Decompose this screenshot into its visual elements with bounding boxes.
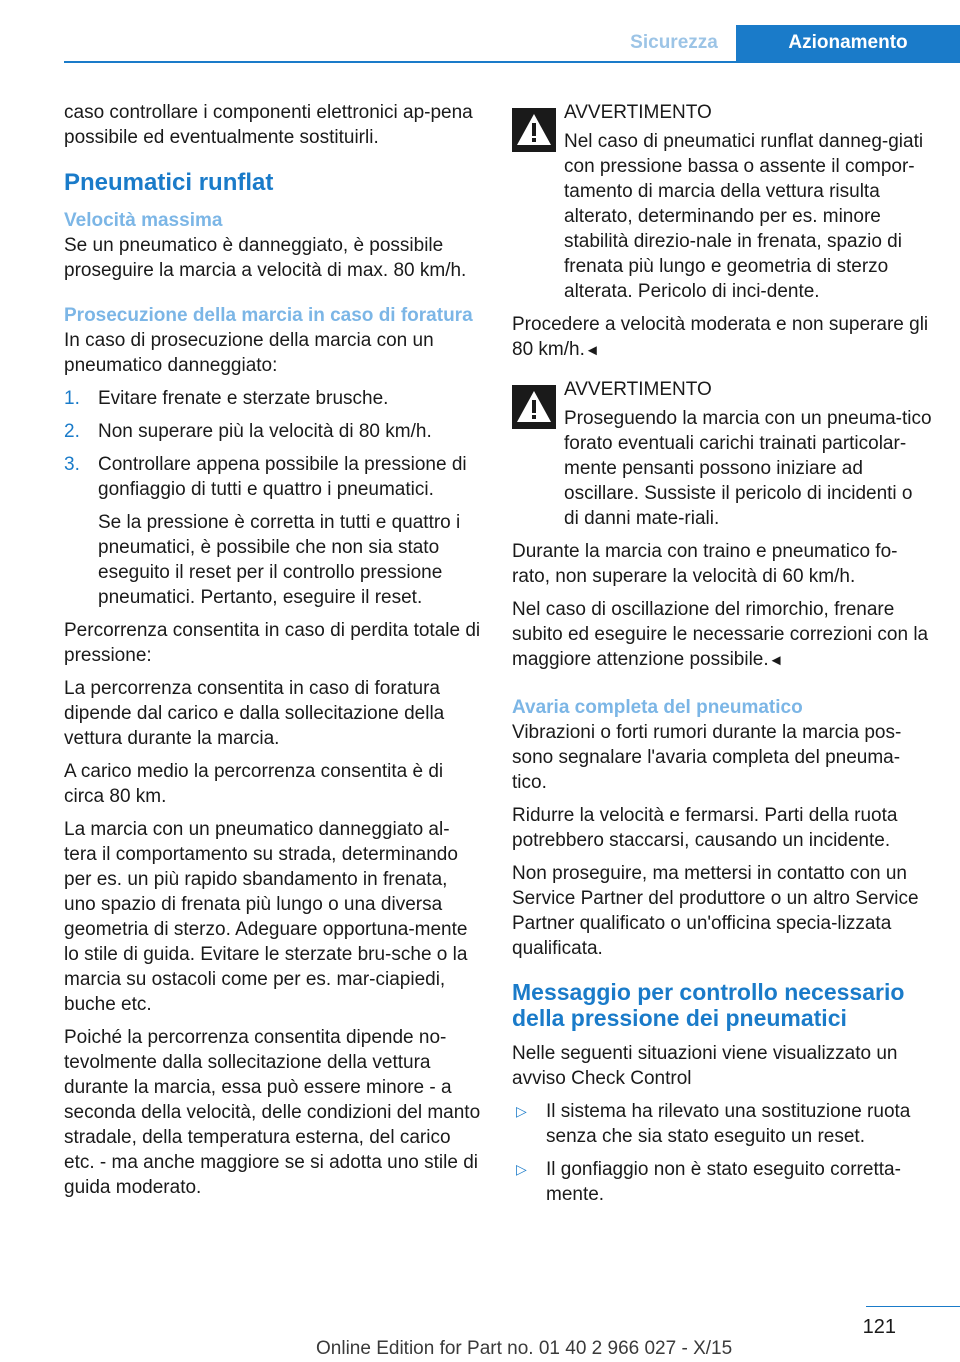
paragraph-total-loss: Percorrenza consentita in caso di perdita totale di pressione: [64, 620, 481, 666]
step-item [64, 419, 482, 444]
step-text: Controllare appena possibile la pressione di gonfiaggio di tutti e quattro i pneumatici. [98, 454, 467, 500]
warning-action-trailer-speed: Durante la marcia con traino e pneumatico fo‐rato, non superare la velocità di 60 km/h. [512, 541, 898, 587]
tab-sicurezza[interactable]: Sicurezza [630, 32, 718, 53]
step-text: Non superare più la velocità di 80 km/h. [98, 421, 432, 442]
speed-paragraph: Se un pneumatico è danneggiato, è possibile proseguire la marcia a velocità di max. 80 km/h. [64, 235, 467, 281]
step-3-note: Se la pressione è corretta in tutti e quattro i pneumatici, è possibile che non sia stato eseguito il reset per il controllo pressione pneumatici. Pertanto, eseguire il reset. [98, 512, 461, 608]
warning-title: AVVERTIMENTO [564, 379, 712, 400]
edition-footer: Online Edition for Part no. 01 40 2 966 027 - X/15 [316, 1338, 733, 1359]
bullet-item [512, 1099, 932, 1149]
left-column [64, 100, 482, 1208]
warning-text-content: Nel caso di pneumatici runflat danneg‐giati con pressione bassa o assente il compor‐tamento di marcia della vettura risulta alterato, determinando per es. minore stabilità direzio‐nale in frenata, spazio di frenata più lungo e geometria di sterzo alterata. Pericolo di inci‐dente. [564, 131, 924, 302]
step-item [64, 386, 482, 411]
failure-paragraph-2: Ridurre la velocità e fermarsi. Parti della ruota potrebbero staccarsi, causando un incidente. [512, 805, 898, 851]
warning-triangle-icon [512, 108, 556, 152]
warning-triangle-icon [512, 385, 556, 429]
paragraph-handling: La marcia con un pneumatico danneggiato al‐tera il comportamento su strada, determinando per es. un più rapido sbandamento in frenata, uno spazio di frenata più lungo o una diversa geometria di sterzo. Adeguare opportuna‐mente lo stile di guida. Evitare le sterzate bru‐sche o la marcia su ostacoli come per es. mar‐ciapiedi, buche etc. [64, 819, 468, 1015]
warning-box-trailer [512, 377, 932, 531]
right-column [512, 100, 932, 1215]
footer-rule [866, 1306, 960, 1307]
continue-paragraph: In caso di prosecuzione della marcia con un pneumatico danneggiato: [64, 330, 434, 376]
paragraph-average-load: A carico medio la percorrenza consentita è di circa 80 km. [64, 761, 444, 807]
heading-complete-failure: Avaria completa del pneumatico [512, 697, 803, 718]
triangle-bullet-icon: ▷ [516, 1161, 527, 1177]
warning-action-text: Nel caso di oscillazione del rimorchio, frenare subito ed eseguire le necessarie correzioni con la maggiore attenzione possibile. [512, 599, 929, 670]
tab-azionamento[interactable]: Azionamento [736, 25, 960, 63]
steps-list [64, 386, 482, 610]
step-number: 3. [64, 454, 80, 475]
message-bullet-list [512, 1099, 932, 1207]
failure-paragraph-3: Non proseguire, ma mettersi in contatto con un Service Partner del produttore o un altro Service Partner qualificato o un'officina specia‐lizzata qualificata. [512, 863, 919, 959]
triangle-bullet-icon: ▷ [516, 1103, 527, 1119]
warning-action-trailer-sway [512, 597, 932, 673]
warning-text [564, 129, 932, 304]
paragraph-range-variation: Poiché la percorrenza consentita dipende no‐tevolmente dalla sollecitazione della vettura durante la marcia, essa può essere minore - a seconda della velocità, delle condizioni del manto stradale, della temperatura esterna, del carico etc. - ma anche maggiore se si adotta uno stile di guida moderato. [64, 1027, 481, 1198]
warning-action [512, 312, 932, 363]
bullet-text: Il gonfiaggio non è stato eseguito corretta‐mente. [546, 1159, 901, 1205]
end-mark-icon: ◄ [768, 652, 784, 669]
heading-max-speed: Velocità massima [64, 210, 223, 231]
bullet-text: Il sistema ha rilevato una sostituzione ruota senza che sia stato eseguito un reset. [546, 1101, 911, 1147]
warning-action-text: Procedere a velocità moderata e non superare gli 80 km/h. [512, 314, 929, 360]
paragraph-range: La percorrenza consentita in caso di foratura dipende dal carico e dalla sollecitazione della vettura durante la marcia. [64, 678, 445, 749]
step-text: Evitare frenate e sterzate brusche. [98, 388, 389, 409]
heading-pressure-message: Messaggio per controllo necessario della pressione dei pneumatici [512, 979, 905, 1031]
message-paragraph: Nelle seguenti situazioni viene visualizzato un avviso Check Control [512, 1043, 898, 1089]
warning-box-runflat [512, 100, 932, 304]
failure-paragraph-1: Vibrazioni o forti rumori durante la marcia pos‐sono segnalare l'avaria completa del pneuma‐tico. [512, 722, 902, 793]
step-item [64, 452, 482, 610]
step-number: 2. [64, 421, 80, 442]
warning-title: AVVERTIMENTO [564, 102, 712, 123]
page-number: 121 [862, 1316, 896, 1338]
bullet-item [512, 1157, 932, 1207]
warning-text: Proseguendo la marcia con un pneuma‐tico forato eventuali carichi trainati particolar‐mente pensanti possono iniziare ad oscillare. Sussiste il pericolo di incidenti o di danni mate‐riali. [564, 408, 932, 529]
step-number: 1. [64, 388, 80, 409]
end-mark-icon: ◄ [584, 342, 600, 359]
intro-paragraph: caso controllare i componenti elettronici ap‐pena possibile ed eventualmente sostituirli. [64, 102, 473, 148]
heading-runflat: Pneumatici runflat [64, 169, 274, 196]
heading-continue-driving: Prosecuzione della marcia in caso di foratura [64, 305, 473, 326]
